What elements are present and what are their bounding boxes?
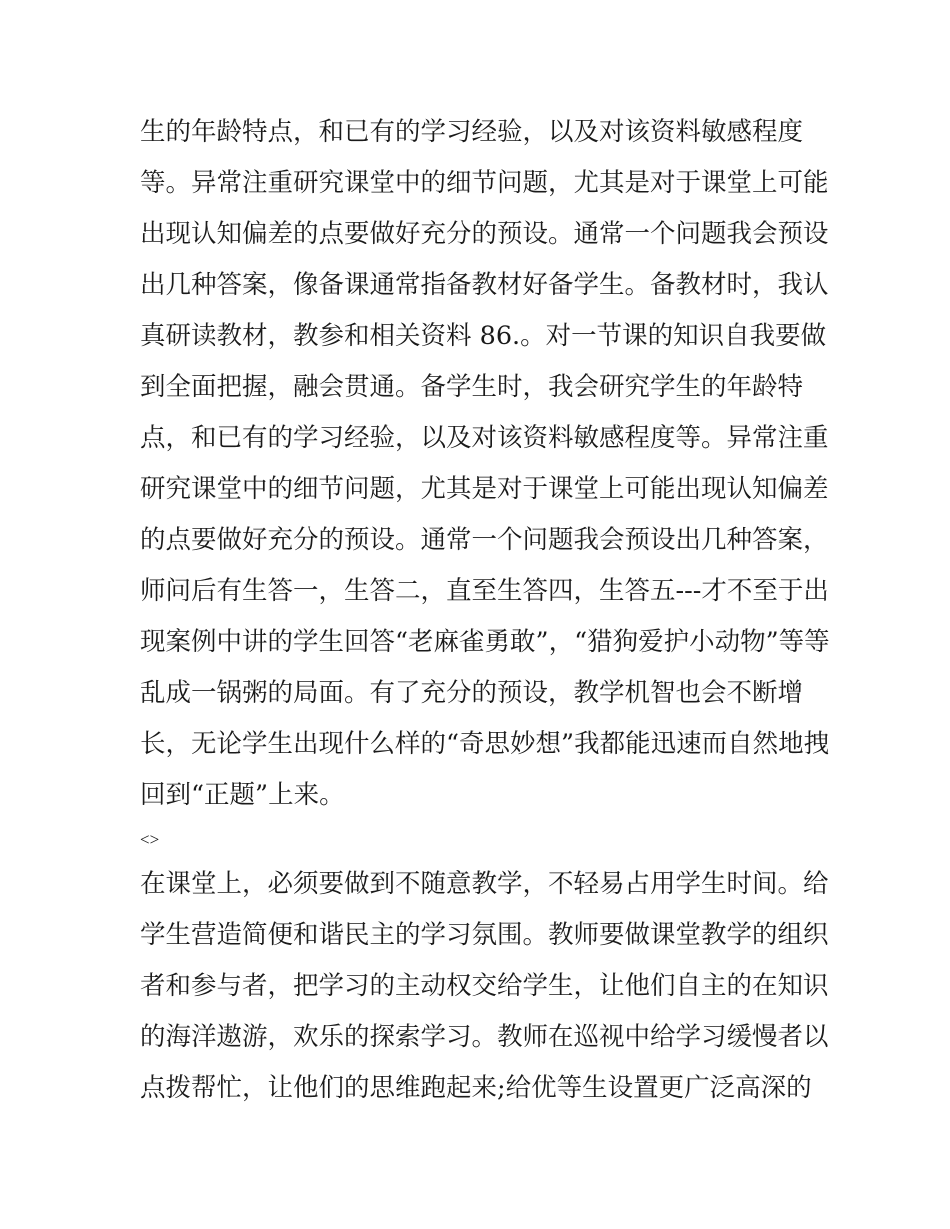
text-line: 生的年龄特点，和已有的学习经验，以及对该资料敏感程度 bbox=[140, 117, 804, 147]
text-line: 师问后有生答一，生答二，直至生答四，生答五---才不至于出 bbox=[140, 576, 829, 606]
text-line: 到全面把握，融会贯通。备学生时，我会研究学生的年龄特 bbox=[140, 372, 804, 402]
text-line: 点拨帮忙，让他们的思维跑起来;给优等生设置更广泛高深的 bbox=[140, 1073, 812, 1103]
text-line: 现案例中讲的学生回答“老麻雀勇敢”，“猎狗爱护小动物”等等 bbox=[140, 627, 830, 657]
text-line: 学生营造简便和谐民主的学习氛围。教师要做课堂教学的组织 bbox=[140, 920, 829, 950]
paragraph-1 bbox=[140, 107, 830, 821]
text-line: 长，无论学生出现什么样的“奇思妙想”我都能迅速而自然地拽 bbox=[140, 729, 830, 759]
text-line: 回到“正题”上来。 bbox=[140, 780, 345, 810]
text-line: 者和参与者，把学习的主动权交给学生，让他们自主的在知识 bbox=[140, 971, 829, 1001]
text-line: 出几种答案，像备课通常指备教材好备学生。备教材时，我认 bbox=[140, 270, 829, 300]
paragraph-2 bbox=[140, 859, 829, 1114]
text-line: 研究课堂中的细节问题，尤其是对于课堂上可能出现认知偏差 bbox=[140, 474, 829, 504]
text-line: 真研读教材，教参和相关资料 86.。对一节课的知识自我要做 bbox=[140, 321, 827, 351]
section-separator: <> bbox=[140, 830, 160, 849]
text-line: 等。异常注重研究课堂中的细节问题，尤其是对于课堂上可能 bbox=[140, 168, 829, 198]
text-line: 的点要做好充分的预设。通常一个问题我会预设出几种答案， bbox=[140, 525, 829, 555]
document-body bbox=[140, 107, 830, 1114]
text-line: 出现认知偏差的点要做好充分的预设。通常一个问题我会预设 bbox=[140, 219, 829, 249]
text-line: 在课堂上，必须要做到不随意教学，不轻易占用学生时间。给 bbox=[140, 869, 829, 899]
text-line: 的海洋遨游，欢乐的探索学习。教师在巡视中给学习缓慢者以 bbox=[140, 1022, 829, 1052]
text-line: 点，和已有的学习经验，以及对该资料敏感程度等。异常注重 bbox=[140, 423, 829, 453]
text-line: 乱成一锅粥的局面。有了充分的预设，教学机智也会不断增 bbox=[140, 678, 804, 708]
